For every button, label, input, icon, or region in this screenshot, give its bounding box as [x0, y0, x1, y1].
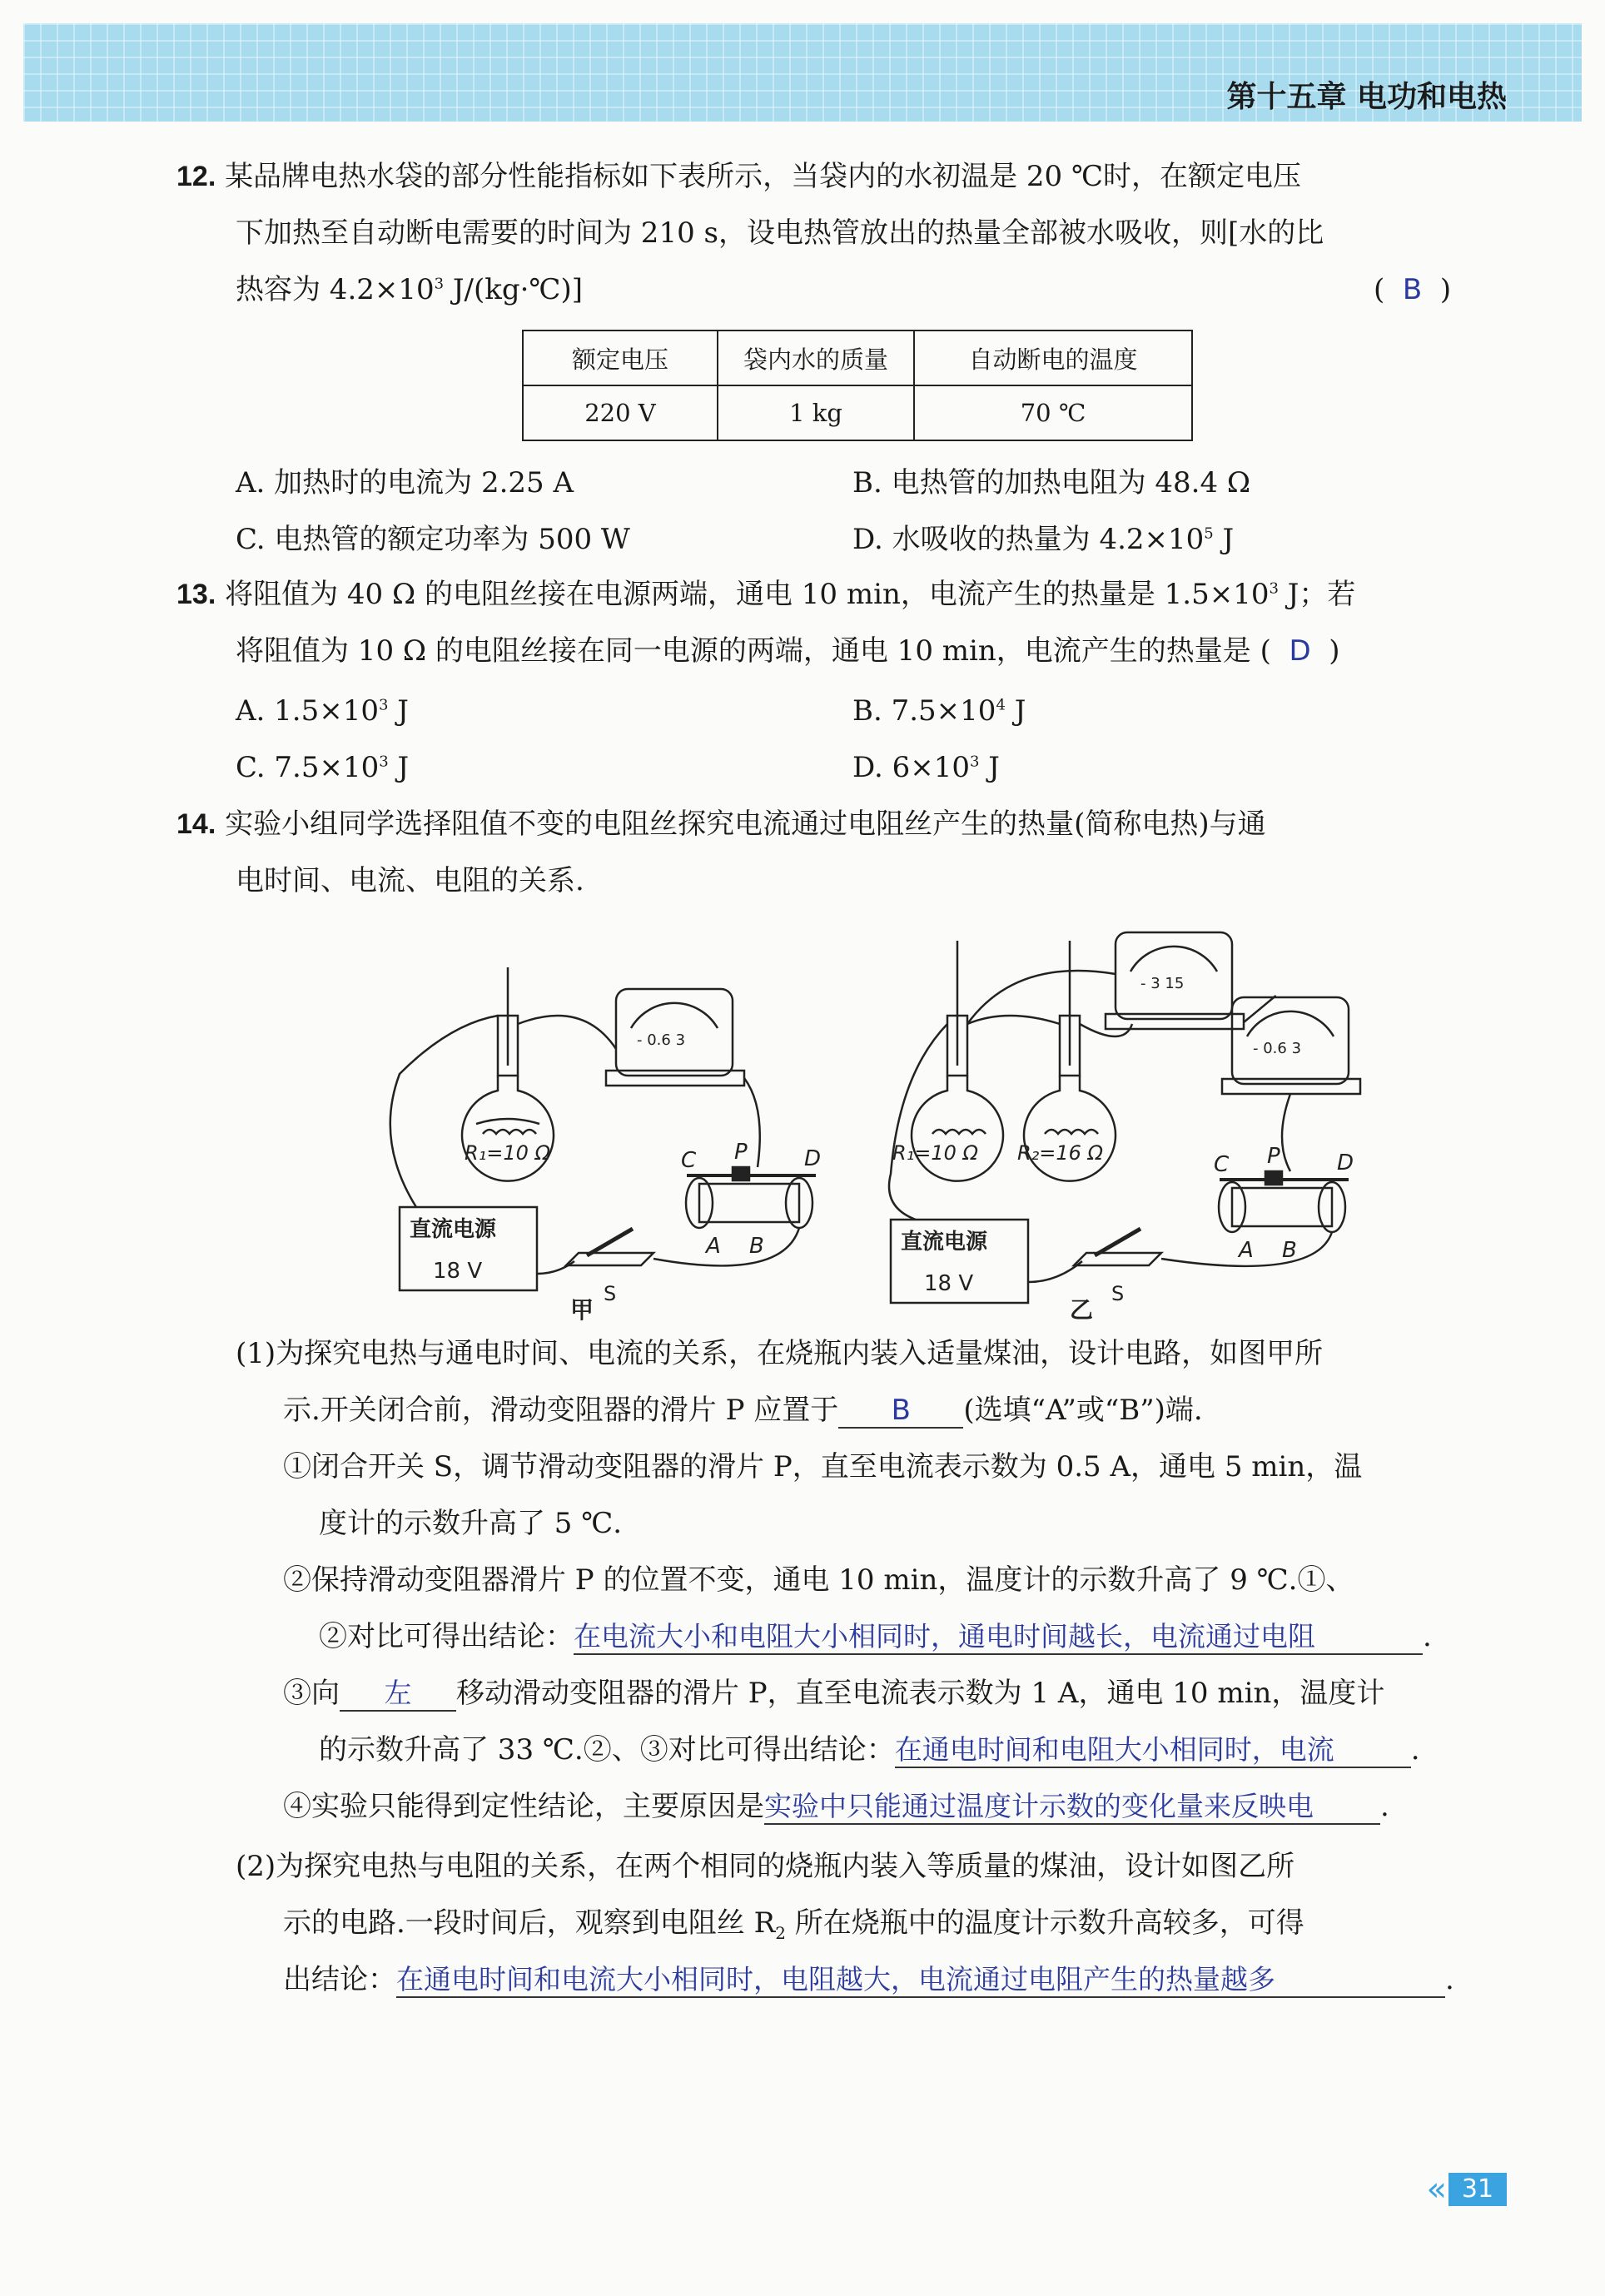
- q12-line2: 下加热至自动断电需要的时间为 210 s，设电热管放出的热量全部被水吸收，则[水的比: [236, 216, 1324, 250]
- q13-answer: D: [1289, 634, 1311, 668]
- spec-value-voltage: 220 V: [523, 385, 718, 440]
- svg-text:S: S: [604, 1282, 617, 1305]
- q14-part2-line3: 出结论：在通电时间和电流大小相同时，电阻越大，电流通过电阻产生的热量越多 .: [283, 1963, 1454, 1996]
- q13-option-d: D. $6\times 10^3$ J: [852, 751, 1000, 784]
- svg-text:直流电源: 直流电源: [410, 1217, 497, 1242]
- double-chevron-left-icon: «: [1426, 2170, 1447, 2209]
- svg-text:S: S: [1111, 1282, 1125, 1305]
- q13-line1: 13. 将阻值为 40 Ω 的电阻丝接在电源两端，通电 10 min，电流产生的热量是 $1.5\times 10^3$ J；若: [176, 578, 1356, 611]
- q14-step4: ④实验只能得到定性结论，主要原因是实验中只能通过温度计示数的变化量来反映电 .: [283, 1790, 1389, 1823]
- q12-answer-bracket: ( B ): [1374, 273, 1452, 306]
- q12-option-d: D. 水吸收的热量为 $4.2\times 10^5$ J: [852, 523, 1235, 556]
- circuit-figure: [366, 924, 1354, 1324]
- svg-text:- 0.6 3: - 0.6 3: [1253, 1040, 1302, 1057]
- figure-label-left: 甲: [570, 1296, 594, 1324]
- r2-label-right: R₂=16 Ω: [1017, 1141, 1103, 1165]
- spec-table: [522, 330, 1193, 441]
- q14-line1: 14. 实验小组同学选择阻值不变的电阻丝探究电流通过电阻丝产生的热量(简称电热)与通: [176, 808, 1266, 841]
- spec-header-cutoff: 自动断电的温度: [914, 330, 1192, 385]
- spec-value-cutoff: 70 ℃: [914, 385, 1192, 440]
- q14-part1-line2: 示.开关闭合前，滑动变阻器的滑片 P 应置于 B (选填“A”或“B”)端.: [283, 1394, 1203, 1427]
- q13-option-c: C. $7.5\times 10^3$ J: [236, 751, 410, 784]
- svg-text:18 V: 18 V: [924, 1271, 974, 1296]
- svg-text:D: D: [1337, 1150, 1354, 1175]
- q14-step3-line1: ③向 左 移动滑动变阻器的滑片 P，直至电流表示数为 1 A，通电 10 min，温度计: [283, 1677, 1385, 1710]
- flask-r1: [912, 1076, 1003, 1181]
- q14-part2-line1: (2)为探究电热与电阻的关系，在两个相同的烧瓶内装入等质量的煤油，设计如图乙所: [236, 1850, 1295, 1883]
- switch-right: [1074, 1253, 1161, 1265]
- svg-text:P: P: [734, 1140, 748, 1165]
- q12-answer: B: [1402, 273, 1423, 306]
- circuit-left: [390, 967, 821, 1305]
- flask-left: [462, 1076, 554, 1181]
- q13-option-a: A. $1.5\times 10^3$ J: [236, 694, 409, 728]
- svg-text:C: C: [681, 1148, 697, 1173]
- spec-value-mass: 1 kg: [718, 385, 914, 440]
- q14-number: 14.: [176, 808, 216, 840]
- q14-part2-line2: 示的电路.一段时间后，观察到电阻丝 $R_2$ 所在烧瓶中的温度计示数升高较多，可得: [283, 1906, 1304, 1943]
- q12-line3: 热容为 $4.2\times 10^3$ J/(kg·℃)]: [236, 273, 583, 306]
- r1-label-right: R₁=10 Ω: [892, 1141, 978, 1165]
- svg-text:直流电源: 直流电源: [901, 1230, 988, 1255]
- svg-text:B: B: [749, 1234, 764, 1259]
- q14-step2-line1: ②保持滑动变阻器滑片 P 的位置不变，通电 10 min，温度计的示数升高了 9 ℃.①、: [283, 1563, 1354, 1597]
- q12-line1: [176, 160, 1301, 193]
- q14-step3-line2: 的示数升高了 33 ℃.②、③对比可得出结论：在通电时间和电阻大小相同时，电流 .: [319, 1733, 1420, 1767]
- page-number: 31: [1448, 2173, 1507, 2206]
- q12-number: 12.: [176, 161, 216, 192]
- svg-text:- 3 15: - 3 15: [1140, 975, 1185, 992]
- svg-text:C: C: [1214, 1152, 1230, 1177]
- svg-text:A: A: [1239, 1238, 1254, 1263]
- svg-text:P: P: [1267, 1144, 1280, 1169]
- chapter-title: 第十五章 电功和电热: [1226, 80, 1507, 114]
- q12-option-a: A. 加热时的电流为 2.25 A: [236, 466, 574, 499]
- circuit-right: [889, 932, 1360, 1305]
- step3-answer: 在通电时间和电阻大小相同时，电流: [895, 1733, 1411, 1768]
- switch-left: [566, 1253, 653, 1265]
- figure-label-right: 乙: [1070, 1296, 1094, 1324]
- spec-header-voltage: 额定电压: [523, 330, 718, 385]
- q12-option-c: C. 电热管的额定功率为 500 W: [236, 523, 630, 556]
- q13-number: 13.: [176, 579, 216, 610]
- part2-answer: 在通电时间和电流大小相同时，电阻越大，电流通过电阻产生的热量越多: [396, 1963, 1445, 1998]
- svg-text:D: D: [804, 1146, 822, 1171]
- step4-answer: 实验中只能通过温度计示数的变化量来反映电: [764, 1790, 1380, 1825]
- p1-blank-answer: B: [838, 1394, 963, 1429]
- svg-text:18 V: 18 V: [433, 1259, 483, 1284]
- q12-text-1: 某品牌电热水袋的部分性能指标如下表所示，当袋内的水初温是 20 ℃时，在额定电压: [225, 160, 1301, 193]
- q12-option-b: B. 电热管的加热电阻为 48.4 Ω: [852, 466, 1251, 499]
- step3-blank-answer: 左: [340, 1677, 456, 1712]
- svg-text:B: B: [1282, 1238, 1297, 1263]
- flask-r2: [1024, 1076, 1116, 1181]
- r1-label-left: R₁=10 Ω: [465, 1141, 550, 1165]
- spec-header-mass: 袋内水的质量: [718, 330, 914, 385]
- q14-part1-line1: (1)为探究电热与通电时间、电流的关系，在烧瓶内装入适量煤油，设计电路，如图甲所: [236, 1337, 1324, 1370]
- svg-text:- 0.6 3: - 0.6 3: [637, 1031, 686, 1049]
- q14-step2-line2: ②对比可得出结论：在电流大小和电阻大小相同时，通电时间越长，电流通过电阻 .: [319, 1620, 1432, 1653]
- q13-line2: 将阻值为 10 Ω 的电阻丝接在同一电源的两端，通电 10 min，电流产生的热量是 ( D ): [236, 634, 1340, 668]
- step2-answer: 在电流大小和电阻大小相同时，通电时间越长，电流通过电阻: [574, 1620, 1423, 1655]
- q13-option-b: B. $7.5\times 10^4$ J: [852, 694, 1026, 728]
- q14-step1-line1: ①闭合开关 S，调节滑动变阻器的滑片 P，直至电流表示数为 0.5 A，通电 5 min，温: [283, 1450, 1363, 1483]
- q14-line2: 电时间、电流、电阻的关系.: [236, 864, 584, 897]
- svg-text:A: A: [706, 1234, 721, 1259]
- q14-step1-line2: 度计的示数升高了 5 ℃.: [319, 1507, 623, 1540]
